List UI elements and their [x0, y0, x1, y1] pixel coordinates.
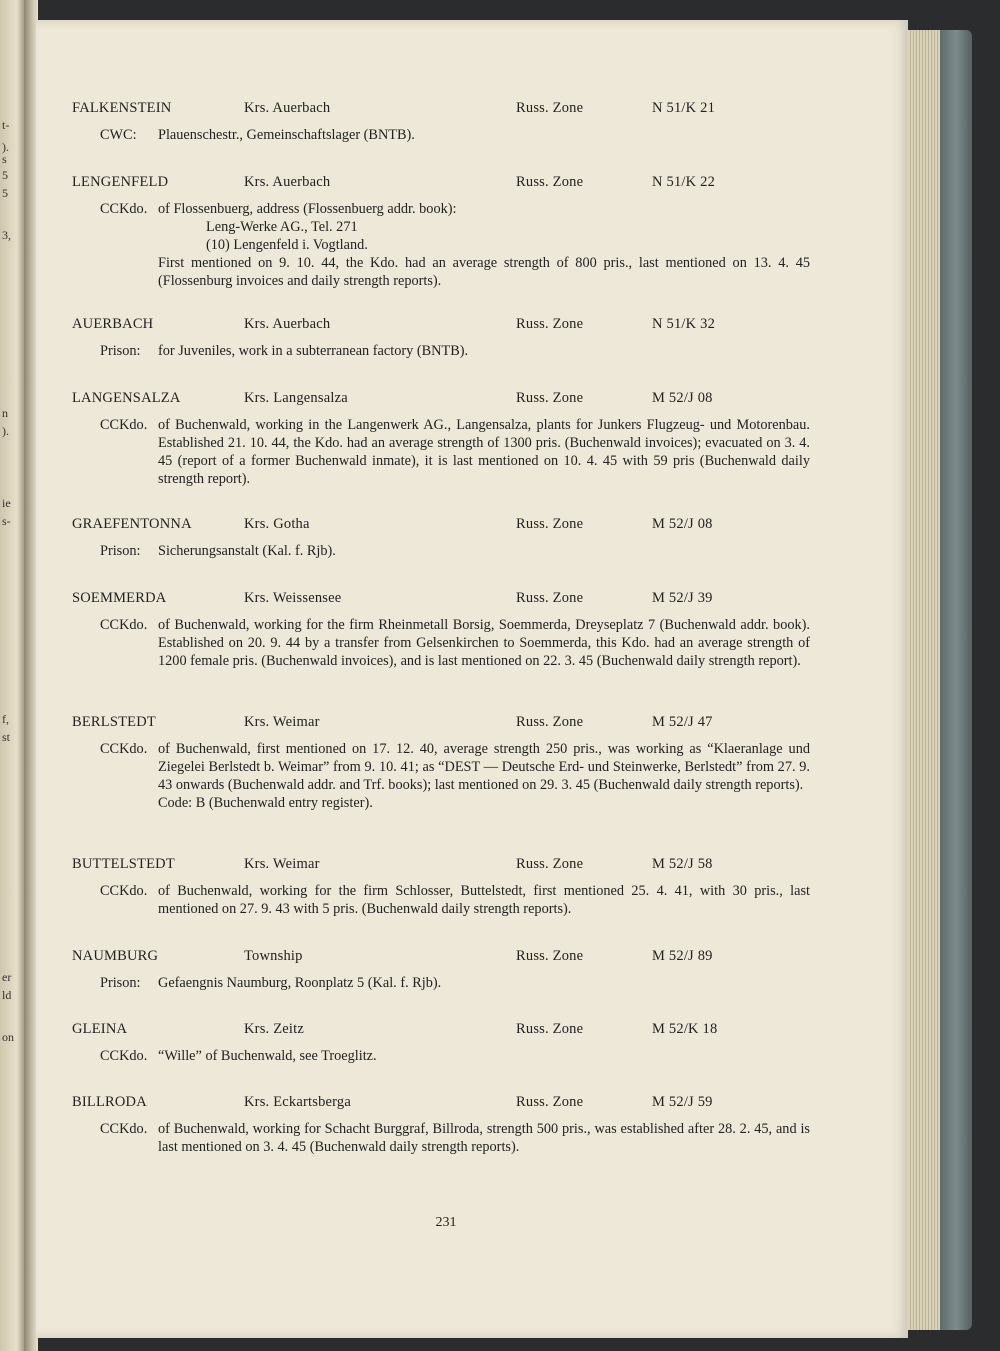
entry-type-label: CCKdo.	[100, 741, 148, 757]
directory-entry	[36, 590, 908, 670]
entry-body	[36, 616, 908, 670]
entry-body	[36, 974, 908, 992]
directory-entry	[36, 516, 908, 560]
map-grid-reference: M 52/J 08	[652, 516, 713, 532]
district-name: Krs. Zeitz	[244, 1021, 304, 1037]
left-page-fragment: s	[2, 152, 7, 166]
directory-entry	[36, 174, 908, 290]
directory-entry	[36, 714, 908, 812]
entry-header	[36, 174, 908, 194]
entry-text: First mentioned on 9. 10. 44, the Kdo. had an average strength of 800 pris., last mentioned on 13. 4. 45 (Flossenburg invoices and daily strength reports).	[158, 255, 810, 289]
entry-header	[36, 1094, 908, 1114]
entry-type-label: CCKdo.	[100, 1121, 148, 1137]
left-page-fragment: ie	[2, 496, 11, 510]
left-page-fragment: st	[2, 730, 11, 744]
entry-text: of Flossenbuerg, address (Flossenbuerg addr. book):	[158, 201, 457, 217]
map-grid-reference: M 52/J 08	[652, 390, 713, 406]
place-name: AUERBACH	[72, 316, 154, 332]
district-name: Krs. Weimar	[244, 856, 320, 872]
page-number: 231	[435, 1215, 457, 1230]
entry-body	[36, 1047, 908, 1065]
entry-type-label: Prison:	[100, 975, 141, 991]
zone-label: Russ. Zone	[516, 714, 584, 730]
entry-body	[36, 200, 908, 290]
district-name: Krs. Weimar	[244, 714, 320, 730]
entry-header	[36, 516, 908, 536]
place-name: LANGENSALZA	[72, 390, 181, 406]
map-grid-reference: N 51/K 22	[652, 174, 716, 190]
address-line: Leng-Werke AG., Tel. 271	[206, 219, 358, 235]
zone-label: Russ. Zone	[516, 1021, 584, 1037]
map-grid-reference: M 52/J 47	[652, 714, 713, 730]
entry-type-label: CCKdo.	[100, 617, 148, 633]
entry-text: of Buchenwald, working for the firm Rheinmetall Borsig, Soemmerda, Dreyseplatz 7 (Buchenwald addr. book). Established on 20. 9. 44 by a transfer from Gelsenkirchen to Soemmerda, this Kdo. had an average strength of 1200 female pris. (Buchenwald invoices), and is last mentioned on 22. 3. 45 (Buchenwald daily strength report).	[158, 617, 810, 669]
map-grid-reference: M 52/J 89	[652, 948, 713, 964]
place-name: SOEMMERDA	[72, 590, 167, 606]
zone-label: Russ. Zone	[516, 174, 584, 190]
district-name: Krs. Eckartsberga	[244, 1094, 352, 1110]
entry-body	[36, 416, 908, 488]
entry-type-label: Prison:	[100, 343, 141, 359]
entry-header	[36, 390, 908, 410]
entry-body	[36, 542, 908, 560]
address-line: (10) Lengenfeld i. Vogtland.	[206, 237, 368, 253]
left-page-fragment: f,	[2, 712, 9, 726]
entry-text: Plauenschestr., Gemeinschaftslager (BNTB).	[158, 127, 415, 143]
entry-header	[36, 1021, 908, 1041]
left-page-fragment: ld	[2, 988, 12, 1002]
directory-entry	[36, 1021, 908, 1065]
left-page-fragment: ).	[2, 424, 9, 438]
directory-entry	[36, 316, 908, 360]
entry-body	[36, 1120, 908, 1156]
entry-text: for Juveniles, work in a subterranean factory (BNTB).	[158, 343, 469, 359]
place-name: GLEINA	[72, 1021, 128, 1037]
district-name: Krs. Gotha	[244, 516, 310, 532]
zone-label: Russ. Zone	[516, 316, 584, 332]
book-cover	[940, 30, 972, 1330]
left-page-fragment: on	[2, 1030, 14, 1044]
zone-label: Russ. Zone	[516, 1094, 584, 1110]
place-name: LENGENFELD	[72, 174, 169, 190]
entry-header	[36, 100, 908, 120]
entry-header	[36, 714, 908, 734]
entry-text: of Buchenwald, working in the Langenwerk AG., Langensalza, plants for Junkers Flugzeug- und Motorenbau. Established 21. 10. 44, the Kdo. had an average strength of 1300 pris. (Buchenwald invoices); evacuated on 3. 4. 45 (report of a former Buchenwald inmate), it is last mentioned on 10. 4. 45 with 59 pris (Buchenwald daily strength report).	[158, 417, 810, 487]
entry-header	[36, 856, 908, 876]
entry-code: Code: B (Buchenwald entry register).	[158, 795, 373, 811]
left-page-fragment: ).	[2, 140, 9, 154]
entry-type-label: CCKdo.	[100, 201, 148, 217]
left-page-fragment: s-	[2, 514, 11, 528]
map-grid-reference: N 51/K 32	[652, 316, 716, 332]
left-page-fragment: 5	[2, 168, 8, 182]
entry-text: of Buchenwald, working for Schacht Burggraf, Billroda, strength 500 pris., was established after 28. 2. 45, and is last mentioned on 3. 4. 45 (Buchenwald daily strength reports).	[158, 1121, 810, 1155]
entry-type-label: CCKdo.	[100, 883, 148, 899]
left-page-fragment: 5	[2, 186, 8, 200]
entry-text: “Wille” of Buchenwald, see Troeglitz.	[158, 1048, 377, 1064]
entry-body	[36, 126, 908, 144]
entry-header	[36, 948, 908, 968]
district-name: Krs. Langensalza	[244, 390, 348, 406]
zone-label: Russ. Zone	[516, 516, 584, 532]
entry-body	[36, 342, 908, 360]
entry-header	[36, 590, 908, 610]
zone-label: Russ. Zone	[516, 590, 584, 606]
left-page-fragment: n	[2, 406, 8, 420]
entry-header	[36, 316, 908, 336]
place-name: FALKENSTEIN	[72, 100, 172, 116]
directory-entry	[36, 390, 908, 488]
map-grid-reference: M 52/J 39	[652, 590, 713, 606]
map-grid-reference: N 51/K 21	[652, 100, 716, 116]
place-name: BILLRODA	[72, 1094, 147, 1110]
entry-text: of Buchenwald, first mentioned on 17. 12. 40, average strength 250 pris., was working as “Klaeranlage und Ziegelei Berlstedt b. Weimar” from 9. 10. 41; as “DEST — Deutsche Erd- und Steinwerke, Berlstedt” from 27. 9. 43 onwards (Buchenwald addr. and Trf. books); last mentioned on 29. 3. 45 (Buchenwald daily strength reports).	[158, 741, 810, 793]
district-name: Krs. Weissensee	[244, 590, 342, 606]
district-name: Township	[244, 948, 303, 964]
left-page-fragment: 3,	[2, 228, 11, 242]
left-page-fragment: er	[2, 970, 12, 984]
left-page-edge	[0, 0, 24, 1351]
entry-text: Gefaengnis Naumburg, Roonplatz 5 (Kal. f. Rjb).	[158, 975, 442, 991]
entry-type-label: CWC:	[100, 127, 137, 143]
entry-type-label: CCKdo.	[100, 1048, 148, 1064]
place-name: GRAEFENTONNA	[72, 516, 192, 532]
place-name: BUTTELSTEDT	[72, 856, 175, 872]
directory-entry	[36, 1094, 908, 1156]
entry-text: of Buchenwald, working for the firm Schlosser, Buttelstedt, first mentioned 25. 4. 41, with 30 pris., last mentioned on 27. 9. 43 with 5 pris. (Buchenwald daily strength reports).	[158, 883, 810, 917]
map-grid-reference: M 52/J 58	[652, 856, 713, 872]
entry-body	[36, 740, 908, 812]
map-grid-reference: M 52/J 59	[652, 1094, 713, 1110]
zone-label: Russ. Zone	[516, 390, 584, 406]
directory-entry	[36, 856, 908, 918]
district-name: Krs. Auerbach	[244, 100, 331, 116]
district-name: Krs. Auerbach	[244, 316, 331, 332]
zone-label: Russ. Zone	[516, 856, 584, 872]
zone-label: Russ. Zone	[516, 948, 584, 964]
map-grid-reference: M 52/K 18	[652, 1021, 718, 1037]
place-name: NAUMBURG	[72, 948, 159, 964]
page-edges	[905, 30, 945, 1330]
left-page-fragment: t-	[2, 118, 10, 132]
entry-text: Sicherungsanstalt (Kal. f. Rjb).	[158, 543, 336, 559]
entry-type-label: Prison:	[100, 543, 141, 559]
zone-label: Russ. Zone	[516, 100, 584, 116]
directory-entry	[36, 948, 908, 992]
district-name: Krs. Auerbach	[244, 174, 331, 190]
entry-body	[36, 882, 908, 918]
entry-type-label: CCKdo.	[100, 417, 148, 433]
place-name: BERLSTEDT	[72, 714, 156, 730]
directory-entry	[36, 100, 908, 144]
book-page	[36, 20, 908, 1338]
